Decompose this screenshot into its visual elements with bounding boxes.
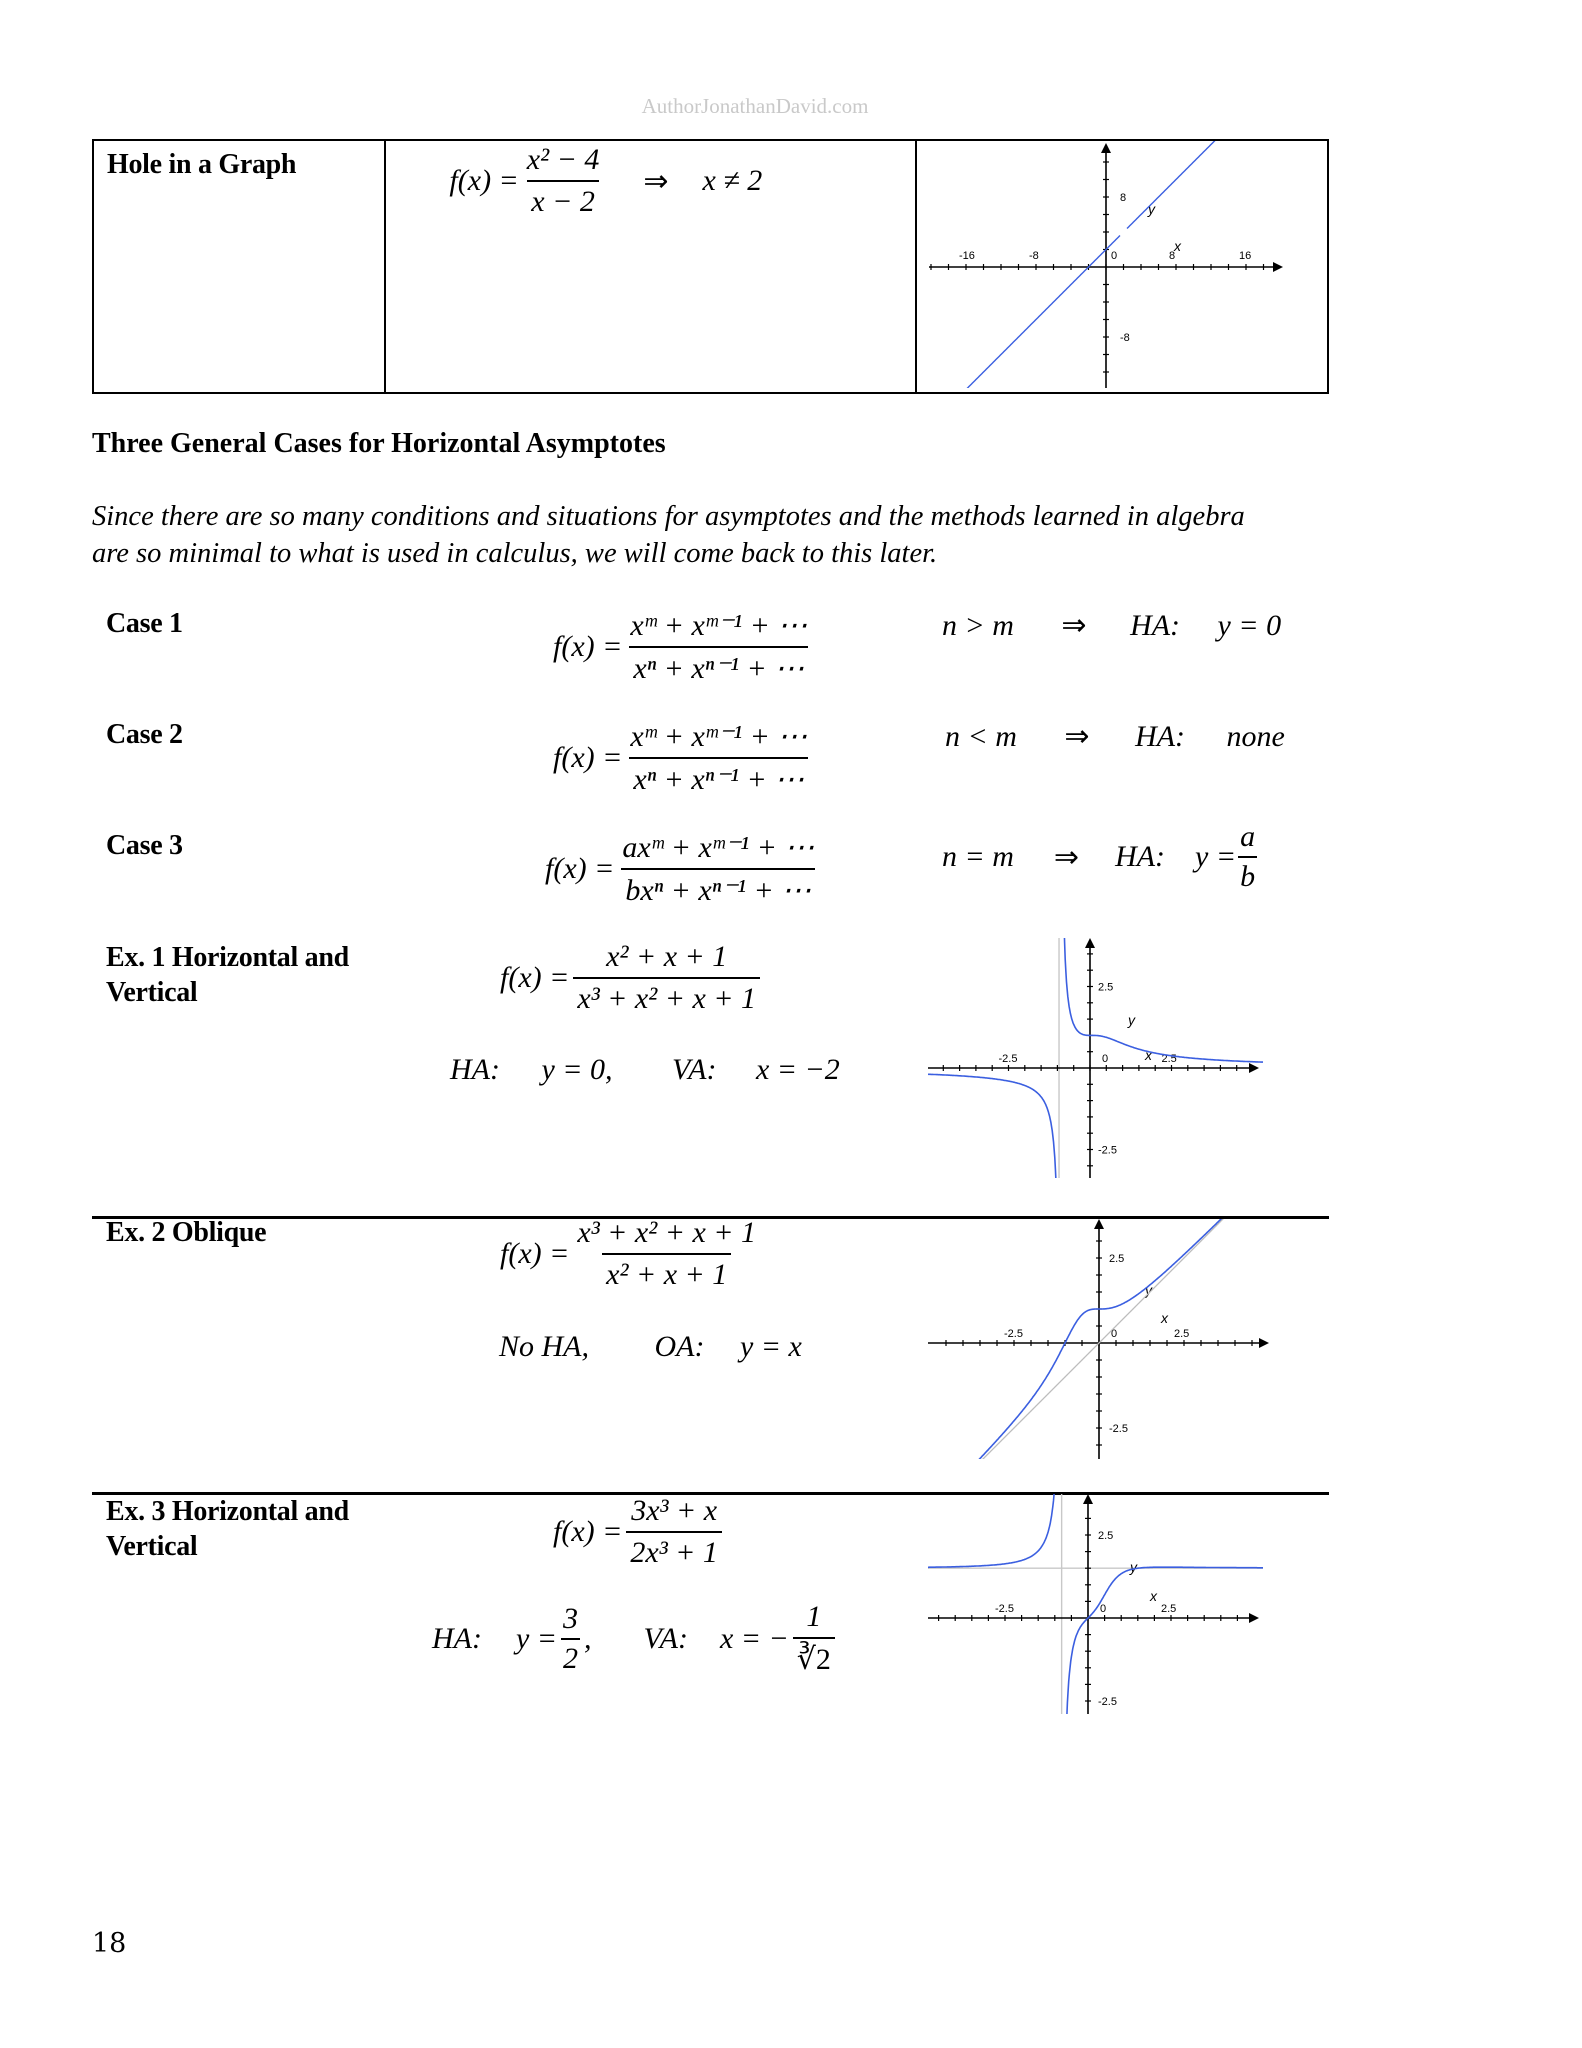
implies-arrow: ⇒ bbox=[1061, 609, 1087, 642]
case-3-label: Case 3 bbox=[106, 830, 183, 861]
ha-label: HA: bbox=[432, 1621, 482, 1655]
numerator: 3x³ + x bbox=[631, 1494, 718, 1527]
hole-graph-cell bbox=[916, 140, 1328, 393]
page-number: 18 bbox=[92, 1928, 127, 1959]
numerator: axᵐ + xᵐ⁻¹ + ⋯ bbox=[622, 831, 815, 864]
y-axis-arrow-icon bbox=[1101, 143, 1111, 153]
f-lhs: f(x) = bbox=[553, 1515, 623, 1548]
ex-1-label bbox=[106, 940, 349, 1010]
y-tick-label: -2.5 bbox=[1109, 1423, 1128, 1435]
f-lhs: f(x) = bbox=[500, 961, 570, 994]
x-tick-label: 0 bbox=[1111, 250, 1118, 262]
implies-arrow: ⇒ bbox=[643, 164, 669, 198]
hole-label-cell bbox=[93, 140, 385, 393]
y-tick-label: -2.5 bbox=[1098, 1696, 1117, 1708]
va-value: x = −2 bbox=[755, 1053, 840, 1086]
y-axis-arrow-icon bbox=[1085, 938, 1095, 948]
ha-value-lhs: y = bbox=[1195, 840, 1237, 873]
x-tick-label: 2.5 bbox=[1161, 1053, 1177, 1065]
condition: n > m bbox=[942, 609, 1014, 642]
condition: n < m bbox=[945, 720, 1017, 753]
ha-lhs: y = bbox=[515, 1621, 558, 1655]
ex-2-graph bbox=[928, 1219, 1273, 1459]
numerator: 3 bbox=[563, 1601, 579, 1635]
ha-fraction bbox=[1238, 820, 1257, 894]
ha-label: HA: bbox=[1130, 609, 1181, 642]
ex-1-label-line-1: Ex. 1 Horizontal and bbox=[106, 942, 349, 973]
x-tick-label: -8 bbox=[1029, 250, 1039, 262]
denominator: x − 2 bbox=[527, 180, 599, 219]
y-tick-label: 8 bbox=[1120, 192, 1127, 204]
x-tick-label: -2.5 bbox=[1004, 1328, 1023, 1340]
case-1-formula bbox=[553, 608, 815, 686]
f-lhs: f(x) = bbox=[553, 630, 623, 663]
ha-label: HA: bbox=[1135, 720, 1186, 753]
x-tick-label: 0 bbox=[1111, 1328, 1118, 1340]
numerator: x² − 4 bbox=[526, 143, 600, 176]
x-tick-label: 8 bbox=[1169, 250, 1176, 262]
ex-2-label: Ex. 2 Oblique bbox=[106, 1217, 267, 1248]
hole-graph bbox=[917, 141, 1327, 388]
x-tick-label: -2.5 bbox=[998, 1053, 1018, 1065]
denominator: 2 bbox=[561, 1638, 580, 1676]
ex-2-formula bbox=[500, 1216, 764, 1292]
ex-1-label-line-2: Vertical bbox=[106, 977, 198, 1008]
ex-1-formula bbox=[500, 940, 764, 1016]
x-axis-label: x bbox=[1150, 1588, 1157, 1604]
case-2-label: Case 2 bbox=[106, 719, 183, 750]
numerator: xᵐ + xᵐ⁻¹ + ⋯ bbox=[630, 720, 808, 753]
oa-label: OA: bbox=[654, 1330, 705, 1363]
ex-3-graph bbox=[928, 1494, 1263, 1714]
fraction bbox=[573, 1216, 760, 1292]
x-axis-label: x bbox=[1161, 1310, 1168, 1326]
fraction bbox=[626, 1494, 722, 1570]
x-axis-arrow-icon bbox=[1249, 1613, 1259, 1623]
hole-label: Hole in a Graph bbox=[107, 149, 297, 180]
va-fraction bbox=[793, 1600, 835, 1677]
ex-3-label-line-1: Ex. 3 Horizontal and bbox=[106, 1496, 349, 1527]
x-axis-label: x bbox=[1174, 238, 1181, 254]
ex-3-formula bbox=[553, 1494, 726, 1570]
ha-label: HA: bbox=[450, 1053, 500, 1086]
case-1-label: Case 1 bbox=[106, 608, 183, 639]
ha-value: none bbox=[1226, 720, 1285, 753]
numerator: xᵐ + xᵐ⁻¹ + ⋯ bbox=[630, 609, 808, 642]
numerator: x³ + x² + x + 1 bbox=[577, 1216, 757, 1249]
ha-value: y = 0 bbox=[1217, 609, 1282, 642]
ha-fraction bbox=[561, 1602, 580, 1676]
va-lhs: x = − bbox=[719, 1621, 789, 1655]
y-axis-label: y bbox=[1128, 1012, 1135, 1028]
hole-formula-cell bbox=[385, 140, 916, 393]
intro-line-1: Since there are so many conditions and situations for asymptotes and the methods learned in algebra bbox=[92, 501, 1245, 532]
ha-label: HA: bbox=[1115, 840, 1166, 873]
denominator: bxⁿ + xⁿ⁻¹ + ⋯ bbox=[621, 868, 815, 908]
hole-result: x ≠ 2 bbox=[702, 164, 763, 197]
y-tick-label: -8 bbox=[1120, 332, 1130, 344]
ha-value: y = 0, bbox=[541, 1053, 613, 1086]
ha-text: No HA, bbox=[499, 1330, 589, 1363]
fraction bbox=[523, 143, 604, 219]
case-2-condition bbox=[945, 719, 1285, 754]
y-tick-label: 2.5 bbox=[1098, 981, 1114, 994]
y-tick-label: -2.5 bbox=[1098, 1144, 1117, 1157]
ha-comma: , bbox=[584, 1621, 592, 1655]
y-tick-label: 2.5 bbox=[1109, 1253, 1125, 1265]
ex-2-asymptotes bbox=[499, 1330, 802, 1364]
x-axis-label: x bbox=[1145, 1047, 1152, 1063]
numerator: 1 bbox=[806, 1600, 822, 1633]
f-lhs: f(x) = bbox=[553, 741, 623, 774]
x-tick-label: -2.5 bbox=[995, 1603, 1014, 1615]
f-lhs: f(x) = bbox=[449, 164, 519, 197]
denominator: x² + x + 1 bbox=[602, 1253, 731, 1292]
x-axis-arrow-icon bbox=[1273, 262, 1283, 272]
f-lhs: f(x) = bbox=[545, 852, 615, 885]
y-tick-label: 2.5 bbox=[1098, 1530, 1114, 1542]
y-axis-arrow-icon bbox=[1094, 1219, 1104, 1229]
ex-3-asymptotes bbox=[432, 1600, 839, 1677]
y-axis-label: y bbox=[1130, 1559, 1137, 1575]
x-tick-label: 0 bbox=[1102, 1053, 1109, 1065]
y-axis-arrow-icon bbox=[1083, 1494, 1093, 1504]
case-3-condition bbox=[942, 820, 1261, 894]
intro-paragraph bbox=[92, 498, 1492, 572]
x-tick-label: 0 bbox=[1100, 1603, 1107, 1615]
x-axis-arrow-icon bbox=[1249, 1063, 1259, 1073]
case-3-formula bbox=[545, 830, 822, 908]
hole-table bbox=[92, 139, 1329, 394]
ex-3-label bbox=[106, 1494, 349, 1564]
ex-1-graph bbox=[928, 938, 1263, 1178]
fraction bbox=[626, 719, 811, 797]
f-lhs: f(x) = bbox=[500, 1237, 570, 1270]
function-curve bbox=[928, 938, 1263, 1178]
hole-formula bbox=[386, 143, 915, 219]
function-curve bbox=[941, 1219, 1261, 1459]
x-tick-label: -16 bbox=[959, 250, 975, 262]
denominator: xⁿ + xⁿ⁻¹ + ⋯ bbox=[629, 757, 808, 797]
denominator: xⁿ + xⁿ⁻¹ + ⋯ bbox=[629, 646, 808, 686]
x-tick-label: 16 bbox=[1239, 250, 1252, 262]
fraction bbox=[573, 940, 760, 1016]
intro-line-2: are so minimal to what is used in calculus, we will come back to this later. bbox=[92, 538, 938, 569]
section-heading: Three General Cases for Horizontal Asymptotes bbox=[92, 428, 666, 459]
ex-3-label-line-2: Vertical bbox=[106, 1531, 198, 1562]
x-tick-label: 2.5 bbox=[1174, 1328, 1190, 1340]
denominator: b bbox=[1238, 856, 1257, 894]
va-label: VA: bbox=[643, 1621, 688, 1655]
denominator: x³ + x² + x + 1 bbox=[573, 977, 760, 1016]
ex-1-asymptotes bbox=[450, 1053, 840, 1087]
case-2-formula bbox=[553, 719, 815, 797]
function-curve bbox=[928, 1494, 1263, 1714]
va-label: VA: bbox=[672, 1053, 717, 1086]
denominator: 2x³ + 1 bbox=[626, 1531, 722, 1570]
oa-value: y = x bbox=[739, 1330, 802, 1363]
x-axis-arrow-icon bbox=[1259, 1338, 1269, 1348]
fraction bbox=[626, 608, 811, 686]
numerator: x² + x + 1 bbox=[606, 940, 728, 973]
case-1-condition bbox=[942, 608, 1281, 643]
watermark: AuthorJonathanDavid.com bbox=[641, 94, 869, 118]
fraction bbox=[618, 830, 818, 908]
implies-arrow: ⇒ bbox=[1053, 840, 1080, 874]
condition: n = m bbox=[942, 840, 1014, 873]
numerator: a bbox=[1240, 820, 1256, 853]
denominator: ∛2 bbox=[793, 1637, 835, 1677]
x-tick-label: 2.5 bbox=[1161, 1603, 1177, 1615]
y-axis-label: y bbox=[1148, 201, 1155, 217]
oblique-asymptote bbox=[943, 1219, 1263, 1459]
y-axis-label: y bbox=[1145, 1282, 1152, 1298]
implies-arrow: ⇒ bbox=[1064, 720, 1090, 753]
function-curve bbox=[928, 141, 1254, 388]
